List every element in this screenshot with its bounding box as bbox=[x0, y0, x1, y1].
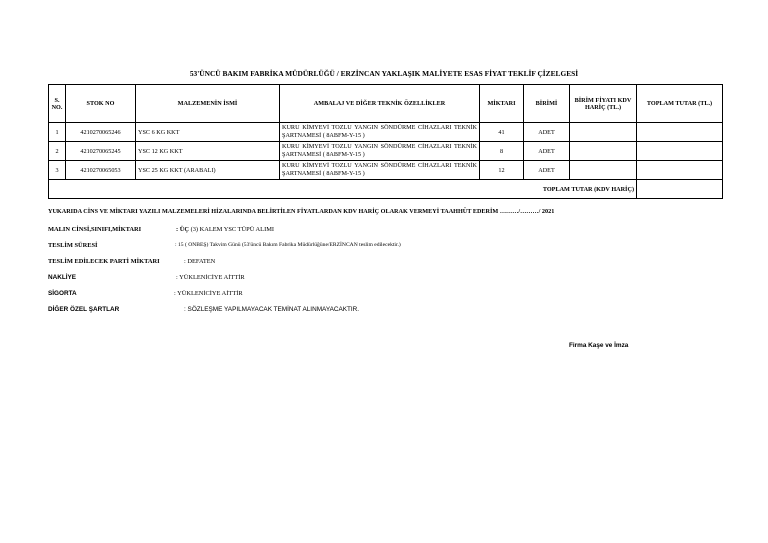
table-row bbox=[49, 123, 723, 142]
price-offer-table bbox=[48, 84, 723, 199]
cell-packaging: KURU KİMYEVİ TOZLU YANGIN SÖNDÜRME CİHAZLARI TEKNİK ŞARTNAMESİ ( 8ABFM-Y-15 ) bbox=[280, 142, 480, 161]
header-no: S. NO. bbox=[49, 85, 66, 123]
term-label-sigorta: SİGORTA bbox=[48, 290, 77, 297]
header-material-name: MALZEMENİN İSMİ bbox=[136, 85, 280, 123]
header-unit-price: BİRİM FİYATI KDV HARİÇ (TL.) bbox=[570, 85, 637, 123]
term-value-diger-ozel-sartlar: : SÖZLEŞME YAPILMAYACAK TEMİNAT ALINMAYACAKTIR. bbox=[184, 306, 360, 313]
total-label: TOPLAM TUTAR (KDV HARİÇ) bbox=[49, 180, 637, 199]
cell-total[interactable] bbox=[637, 142, 723, 161]
cell-quantity: 41 bbox=[480, 123, 524, 142]
cell-unit-price[interactable] bbox=[570, 142, 637, 161]
signature-label: Firma Kaşe ve İmza bbox=[569, 342, 629, 349]
table-header-row bbox=[49, 85, 723, 123]
term-label-teslim-suresi: TESLİM SÜRESİ bbox=[48, 242, 98, 249]
cell-total[interactable] bbox=[637, 123, 723, 142]
header-stock-no: STOK NO bbox=[66, 85, 136, 123]
cell-unit-price[interactable] bbox=[570, 161, 637, 180]
term-value-malin-cinsi-text: (3) KALEM YSC TÜPÜ ALIMI bbox=[190, 226, 275, 233]
cell-total[interactable] bbox=[637, 161, 723, 180]
term-value-parti-miktari: : DEFATEN bbox=[184, 258, 216, 265]
cell-material-name: YSC 6 KG KKT bbox=[136, 123, 280, 142]
cell-no: 1 bbox=[49, 123, 66, 142]
document-title: 53'ÜNCÜ BAKIM FABRİKA MÜDÜRLÜĞÜ / ERZİNCAN YAKLAŞIK MALİYETE ESAS FİYAT TEKLİF ÇİZELGESİ bbox=[189, 69, 579, 78]
total-row bbox=[49, 180, 723, 199]
term-label-parti-miktari: TESLİM EDİLECEK PARTİ MİKTARI bbox=[48, 258, 160, 265]
total-value-cell[interactable] bbox=[637, 180, 723, 199]
term-label-nakliye: NAKLİYE bbox=[48, 274, 77, 281]
cell-unit: ADET bbox=[524, 123, 570, 142]
term-value-teslim-suresi: : 15 ( ONBEŞ) Takvim Günü (53'üncü Bakım Fabrika Müdürlüğüne/ERZİNCAN teslim edilecektir.) bbox=[175, 242, 401, 248]
table-row bbox=[49, 142, 723, 161]
cell-stock-no: 4210270065245 bbox=[66, 142, 136, 161]
cell-stock-no: 4210270065053 bbox=[66, 161, 136, 180]
cell-unit-price[interactable] bbox=[570, 123, 637, 142]
header-total: TOPLAM TUTAR (TL.) bbox=[637, 85, 723, 123]
term-value-malin-cinsi-count: : ÜÇ bbox=[176, 226, 189, 233]
cell-material-name: YSC 12 KG KKT bbox=[136, 142, 280, 161]
table-row bbox=[49, 161, 723, 180]
cell-packaging: KURU KİMYEVİ TOZLU YANGIN SÖNDÜRME CİHAZLARI TEKNİK ŞARTNAMESİ ( 8ABFM-Y-15 ) bbox=[280, 161, 480, 180]
term-value-sigorta: : YÜKLENİCİYE AİTTİR bbox=[174, 290, 243, 297]
cell-material-name: YSC 25 KG KKT (ARABALI) bbox=[136, 161, 280, 180]
header-unit: BİRİMİ bbox=[524, 85, 570, 123]
cell-unit: ADET bbox=[524, 142, 570, 161]
cell-stock-no: 4210270065246 bbox=[66, 123, 136, 142]
term-label-diger-ozel-sartlar: DİĞER ÖZEL ŞARTLAR bbox=[48, 306, 120, 313]
term-value-nakliye: : YÜKLENİCİYE AİTTİR bbox=[176, 274, 245, 281]
term-value-malin-cinsi bbox=[176, 226, 274, 233]
term-label-malin-cinsi: MALIN CİNSİ,SINIFI,MİKTARI bbox=[48, 226, 142, 233]
cell-no: 2 bbox=[49, 142, 66, 161]
cell-quantity: 8 bbox=[480, 142, 524, 161]
header-quantity: MİKTARI bbox=[480, 85, 524, 123]
cell-quantity: 12 bbox=[480, 161, 524, 180]
cell-no: 3 bbox=[49, 161, 66, 180]
cell-unit: ADET bbox=[524, 161, 570, 180]
commitment-statement: YUKARIDA CİNS VE MİKTARI YAZILI MALZEMELERİ HİZALARINDA BELİRTİLEN FİYATLARDAN KDV HARİÇ OLARAK VERMEYİ TAAHHÜT EDERİM ………/………/ 2021 bbox=[48, 208, 555, 215]
header-packaging: AMBALAJ VE DİĞER TEKNİK ÖZELLİKLER bbox=[280, 85, 480, 123]
cell-packaging: KURU KİMYEVİ TOZLU YANGIN SÖNDÜRME CİHAZLARI TEKNİK ŞARTNAMESİ ( 8ABFM-Y-15 ) bbox=[280, 123, 480, 142]
